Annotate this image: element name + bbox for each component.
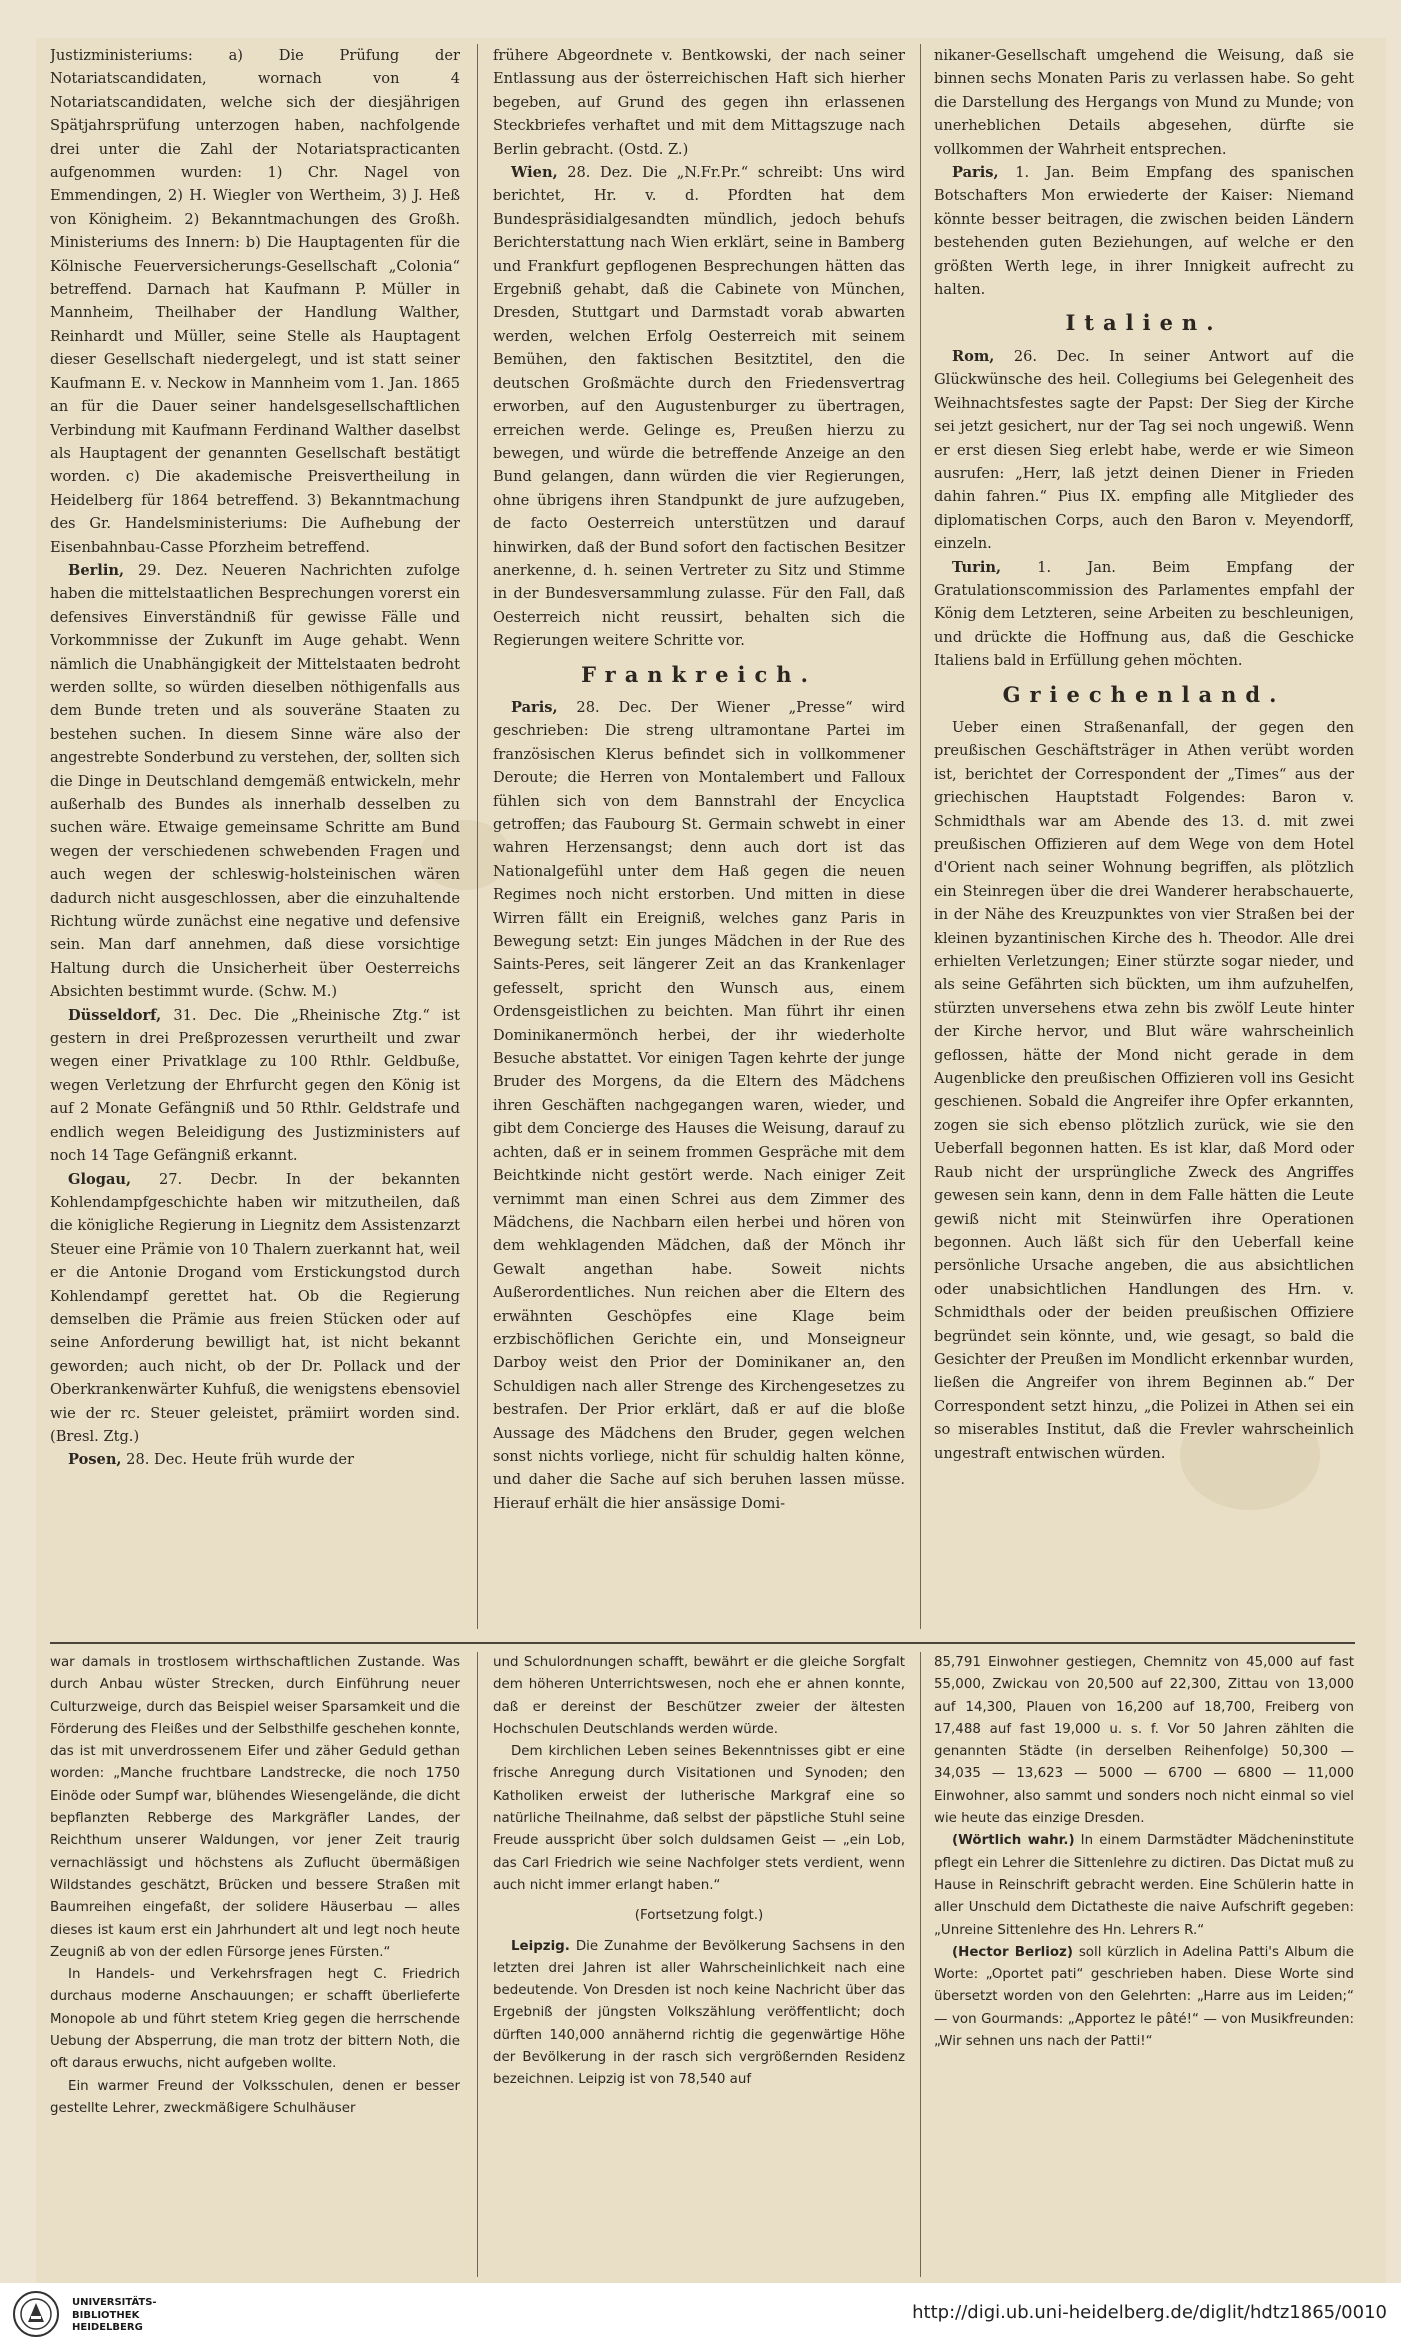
article-column-3	[934, 44, 1354, 1629]
dateline: Turin,	[952, 558, 1002, 576]
library-seal-icon	[12, 2289, 60, 2339]
article-paragraph	[934, 1652, 1354, 1830]
article-paragraph	[50, 559, 460, 1004]
dateline: Rom,	[952, 347, 995, 365]
article-paragraph	[934, 44, 1354, 161]
paragraph-text: nikaner-Gesellschaft umgehend die Weisung, daß sie binnen sechs Monaten Paris zu verlassen habe. So geht die Darstellung des Hergangs von Mund zu Munde; von unerheblichen Details abgesehen, dürfte sie vollkommen der Wahrheit entsprechen.	[934, 47, 1354, 158]
article-paragraph	[934, 1830, 1354, 1941]
article-paragraph	[493, 696, 905, 1515]
dateline: Wien,	[511, 164, 558, 182]
article-paragraph	[50, 1168, 460, 1449]
article-paragraph	[50, 1652, 460, 1964]
continuation-note: (Fortsetzung folgt.)	[634, 1908, 764, 1924]
paragraph-text: 85,791 Einwohner gestiegen, Chemnitz von 45,000 auf fast 55,000, Zwickau von 20,500 auf 22,300, Zittau von 13,000 auf 14,300, Plauen von 16,200 auf 18,700, Freiberg von 17,488 auf fast 19,000 u. s. f. Vor 50 Jahren zählten die genannten Städte (in derselben Reihenfolge) 50,300 — 34,035 — 13,623 — 5000 — 6700 — 6800 — 11,000 Einwohner, also sammt und sonders noch nicht einmal so viel wie heute das einzige Dresden.	[934, 1655, 1354, 1827]
article-paragraph	[493, 161, 905, 653]
feuilleton-column-3	[934, 1652, 1354, 2277]
dateline: (Wörtlich wahr.)	[952, 1833, 1075, 1849]
library-name-line: UNIVERSITÄTS-	[72, 2297, 157, 2308]
article-column-1	[50, 44, 460, 1629]
article-paragraph	[934, 161, 1354, 301]
paragraph-text: 28. Dec. Heute früh wurde der	[121, 1451, 354, 1469]
paragraph-text: und Schulordnungen schafft, bewährt er die gleiche Sorgfalt dem höheren Unterrichtswesen, noch ehe er ahnen konnte, daß er dereinst der Beschützer zweier der ältesten Hochschulen Deutschlands werden würde.	[493, 1655, 905, 1737]
paragraph-text: Justizministeriums: a) Die Prüfung der Notariatscandidaten, wornach von 4 Notariatscandidaten, welche sich der diesjährigen Spätjahrsprüfung unterzogen haben, nachfolgende drei unter die Zahl der Notariatspracticanten aufgenommen wurden: 1) Chr. Nagel von Emmendingen, 2) H. Wiegler von Wertheim, 3) J. Heß von Königheim. 2) Bekanntmachungen des Großh. Ministeriums des Innern: b) Die Hauptagenten für die Kölnische Feuerversicherungs-Gesellschaft „Colonia“ betreffend. Darnach hat Kaufmann P. Müller in Mannheim, Theilhaber der Handlung Walther, Reinhardt und Müller, seine Stelle als Hauptagent dieser Gesellschaft niedergelegt, und ist statt seiner Kaufmann E. v. Neckow in Mannheim vom 1. Jan. 1865 an für die Dauer seiner handelsgesellschaftlichen Verbindung mit Kaufmann Ferdinand Walther daselbst als Hauptagent der genannten Gesellschaft bestätigt worden. c) Die akademische Preisvertheilung in Heidelberg für 1864 betreffend. 3) Bekanntmachung des Gr. Handelsministeriums: Die Aufhebung der Eisenbahnbau-Casse Pforzheim betreffend.	[50, 47, 460, 556]
library-name-line: HEIDELBERG	[72, 2322, 143, 2333]
article-paragraph	[50, 1964, 460, 2075]
paragraph-text: 26. Dec. In seiner Antwort auf die Glückwünsche des heil. Collegiums bei Gelegenheit des Weihnachtsfestes sagte der Papst: Der Sieg der Kirche sei jetzt gesichert, nur der Tag sei noch ungewiß. Wenn er erst diesen Sieg erlebt habe, werde er wie Simeon ausrufen: „Herr, laß jetzt deinen Diener in Frieden dahin fahren.“ Pius IX. empfing alle Mitglieder des diplomatischen Corps, auch den Baron v. Meyendorff, einzeln.	[934, 347, 1354, 553]
dateline: Paris,	[952, 164, 999, 182]
article-paragraph	[934, 556, 1354, 673]
dateline: Berlin,	[68, 561, 125, 579]
article-paragraph	[493, 1741, 905, 1897]
article-paragraph	[493, 1936, 905, 2092]
article-paragraph	[493, 44, 905, 161]
column-rule	[477, 1652, 478, 2277]
paragraph-text: Die Zunahme der Bevölkerung Sachsens in den letzten drei Jahren ist aller Wahrscheinlichkeit nach eine bedeutende. Von Dresden ist noch keine Nachricht über das Ergebniß der jüngsten Volkszählung veröffentlicht; doch dürften 140,000 annähernd richtig die gegenwärtige Höhe der Bevölkerung in der rasch sich vergrößernden Residenz bezeichnen. Leipzig ist von 78,540 auf	[493, 1938, 905, 2088]
dateline: (Hector Berlioz)	[952, 1944, 1073, 1960]
feuilleton-column-2	[493, 1652, 905, 2277]
paragraph-text: 1. Jan. Beim Empfang des spanischen Botschafters Mon erwiederte der Kaiser: Niemand könnte besser beitragen, die zwischen beiden Ländern bestehenden guten Beziehungen, auf welche er den größten Werth lege, in ihrer Innigkeit aufrecht zu halten.	[934, 164, 1354, 299]
section-heading: Griechenland.	[1002, 681, 1286, 707]
paragraph-text: 28. Dec. Der Wiener „Presse“ wird geschrieben: Die streng ultramontane Partei im französischen Klerus befindet sich in vollkommener Deroute; die Herren von Montalembert und Falloux fühlen sich von dem Bannstrahl der Encyclica getroffen; das Faubourg St. Germain schwebt in einer wahren Herzensangst; denn auch dort ist das Nationalgefühl unter dem Haß gegen die neuen Regimes noch nicht erstorben. Und mitten in diese Wirren fällt ein Ereigniß, welches ganz Paris in Bewegung setzt: Ein junges Mädchen in der Rue des Saints-Peres, seit längerer Zeit an das Krankenlager gefesselt, spricht den Wunsch aus, einem Ordensgeistlichen zu beichten. Man führt ihr einen Dominikanermönch herbei, der ihr wiederholte Besuche abstattet. Vor einigen Tagen kehrte der junge Bruder des Morgens, da die Eltern des Mädchens ihren Geschäften nachgegangen waren, wieder, und gibt dem Concierge des Hauses die Weisung, darauf zu achten, daß er in seinem frommen Gespräche mit dem Beichtkinde nicht gestört werde. Nach einiger Zeit vernimmt man einen Schrei aus dem Zimmer des Mädchens, die Nachbarn eilen herbei und hören von dem wehklagenden Mädchen, daß der Mönch ihr Gewalt angethan habe. Soweit nichts Außerordentliches. Nun reichen aber die Eltern des erwähnten Geschöpfes eine Klage beim erzbischöflichen Gerichte ein, und Monseigneur Darboy weist den Prior der Dominikaner an, den Schuldigen nach aller Strenge des Kirchengesetzes zu bestrafen. Der Prior erklärt, daß er auf die bloße Aussage des Mädchens den Bruder, gegen welchen sonst nichts vorliege, nicht für schuldig halten könne, und daher die Sache auf sich beruhen lassen müsse. Hierauf erhält die hier ansässige Domi-	[493, 698, 905, 1512]
article-paragraph	[934, 345, 1354, 556]
paragraph-text: 27. Decbr. In der bekannten Kohlendampfgeschichte haben wir mitzutheilen, daß die königliche Regierung in Liegnitz dem Assistenzarzt Steuer eine Prämie von 10 Thalern zuerkannt hat, weil er die Antonie Drogand vom Erstickungstod durch Kohlendampf gerettet hat. Ob die Regierung demselben die Prämie aus freien Stücken oder auf seine Anforderung bewilligt hat, ist nicht bekannt geworden; auch nicht, ob der Dr. Pollack und der Oberkrankenwärter Kuhfuß, die wenigstens ebensoviel wie der rc. Steuer geleistet, prämiirt worden sind. (Bresl. Ztg.)	[50, 1170, 460, 1445]
feuilleton-separator	[50, 1642, 1355, 1644]
paragraph-text: 31. Dec. Die „Rheinische Ztg.“ ist gestern in drei Preßprozessen verurtheilt und zwar wegen einer Privatklage zu 100 Rthlr. Geldbuße, wegen Verletzung der Ehrfurcht gegen den König ist auf 2 Monate Gefängniß und 50 Rthlr. Geldstrafe und endlich wegen Beleidigung des Justizministers auf noch 14 Tage Gefängniß erkannt.	[50, 1006, 460, 1165]
paragraph-text: In Handels- und Verkehrsfragen hegt C. Friedrich durchaus moderne Anschauungen; er schafft überlieferte Monopole ab und führt stetem Krieg gegen die herrschende Uebung der Absperrung, die man trotz der bittern Noth, die oft daraus erwuchs, nicht aufgeben wollte.	[50, 1967, 460, 2072]
section-heading: Frankreich.	[581, 661, 817, 687]
source-url-link[interactable]: http://digi.ub.uni-heidelberg.de/diglit/hdtz1865/0010	[912, 2302, 1387, 2323]
article-column-2	[493, 44, 905, 1629]
column-rule	[920, 1652, 921, 2277]
paragraph-text: Ueber einen Straßenanfall, der gegen den preußischen Geschäftsträger in Athen verübt worden ist, berichtet der Correspondent der „Times“ aus der griechischen Hauptstadt Folgendes: Baron v. Schmidthals war am Abende des 13. d. mit zwei preußischen Offizieren auf dem Wege von dem Hotel d'Orient nach seiner Wohnung begriffen, als plötzlich ein Steinregen über die drei Wanderer herabschauerte, in der Nähe des Kreuzpunktes von vier Straßen bei der kleinen byzantinischen Kirche des h. Theodor. Alle drei erhielten Verletzungen; Einer stürzte sogar nieder, und als seine Gefährten sich bückten, um ihm aufzuhelfen, stürzten unversehens etwa zehn bis zwölf Leute hinter der Kirche hervor, und Blut wäre wahrscheinlich geflossen, hätte der Mond nicht gerade in dem Augenblicke den preußischen Offizieren voll ins Gesicht geschienen. Sobald die Angreifer ihre Opfer erkannten, zogen sie sich ebenso plötzlich zurück, wie sie den Ueberfall begonnen hatten. Es ist klar, daß Mord oder Raub nicht der ursprüngliche Zweck des Angriffes gewesen sein kann, denn in dem Falle hätten die Leute gewiß nicht mit Steinwürfen ihre Operationen begonnen. Auch läßt sich für den Ueberfall keine persönliche Ursache angeben, die aus absichtlichen oder unabsichtlichen Handlungen des Hrn. v. Schmidthals oder der beiden preußischen Offiziere begründet sein könnte, und, wie gesagt, so bald die Gesichter der Preußen im Mondlicht erkennbar wurden, ließen die Angreifer von ihrem Beginnen ab.“ Der Correspondent setzt hinzu, „die Polizei in Athen sei ein so miserables Institut, daß die Frevler wahrscheinlich ungestraft entwischen würden.	[934, 718, 1354, 1462]
paragraph-text: soll kürzlich in Adelina Patti's Album die Worte: „Oportet pati“ geschrieben haben. Diese Worte sind übersetzt worden von den Gelehrten: „Harre aus im Leiden;“ — von Gourmands: „Apportez le pâté!“ — von Musikfreunden: „Wir sehnen uns nach der Patti!“	[934, 1944, 1354, 2050]
article-paragraph	[50, 44, 460, 559]
dateline: Düsseldorf,	[68, 1006, 162, 1024]
dateline: Leipzig.	[511, 1938, 570, 1954]
digitization-footer	[0, 2283, 1401, 2347]
column-rule	[920, 44, 921, 1629]
library-logo	[12, 2289, 182, 2343]
paragraph-text: 29. Dez. Neueren Nachrichten zufolge haben die mittelstaatlichen Besprechungen vorerst ein defensives Einverständniß für gewisse Fälle und Vorkommnisse der Zukunft im Auge gehabt. Wenn nämlich die Unabhängigkeit der Mittelstaaten bedroht werden sollte, so würden dieselben nöthigenfalls aus dem Bunde treten und als souveräne Staaten zu bestehen suchen. In diesem Sinne wäre also der angestrebte Sonderbund zu verstehen, der, sollten sich die Dinge in Deutschland demgemäß entwickeln, mehr außerhalb des Bundes als innerhalb desselben zu suchen wäre. Etwaige gemeinsame Schritte am Bund wegen der verschiedenen schwebenden Fragen und auch wegen der schleswig-holsteinischen wären dadurch nicht ausgeschlossen, aber die einzuhaltende Richtung würde zunächst eine negative und defensive sein. Man darf annehmen, daß diese vorsichtige Haltung durch die Unsicherheit über Oesterreichs Absichten bestimmt wurde. (Schw. M.)	[50, 561, 460, 1001]
dateline: Glogau,	[68, 1170, 132, 1188]
feuilleton-column-1	[50, 1652, 460, 2277]
paragraph-text: In einem Darmstädter Mädcheninstitute pflegt ein Lehrer die Sittenlehre zu dictiren. Das Dictat muß zu Hause in Reinschrift gebracht werden. Eine Schülerin hatte in aller Unschuld dem Dictatheste die naive Aufschrift gegeben: „Unreine Sittenlehre des Hn. Lehrers R.“	[934, 1833, 1354, 1938]
paragraph-text: 1. Jan. Beim Empfang der Gratulationscommission des Parlamentes empfahl der König dem Letzteren, seine Arbeiten zu beschleunigen, und drückte die Hoffnung aus, daß die Geschicke Italiens bald in Erfüllung gehen möchten.	[934, 558, 1354, 670]
paragraph-text: war damals in trostlosem wirthschaftlichen Zustande. Was durch Anbau wüster Strecken, durch Einführung neuer Culturzweige, durch das Beispiel weiser Sparsamkeit und die Förderung des Fleißes und der Selbsthilfe geschehen konnte, das ist mit unverdrossenem Eifer und zäher Geduld gethan worden: „Manche fruchtbare Landstrecke, die noch 1750 Einöde oder Sumpf war, blühendes Wiesengelände, die dicht bepflanzten Rebberge des Markgräfler Landes, der Reichthum unserer Waldungen, vor jener Zeit traurig vernachlässigt und höchstens als Zuflucht übermäßigen Wildstandes geschätzt, Brücken und bessere Straßen mit Baumreihen eingefaßt, der solidere Häuserbau — alles dieses ist kaum erst ein Jahrhundert alt und legt noch heute Zeugniß ab von der edlen Fürsorge jenes Fürsten.“	[50, 1655, 460, 1960]
paragraph-text: Dem kirchlichen Leben seines Bekenntnisses gibt er eine frische Anregung durch Visitationen und Synoden; den Katholiken erweist der lutherische Markgraf eine so natürliche Theilnahme, daß selbst der päpstliche Stuhl seine Freude ausspricht über solch duldsamen Geist — „ein Lob, das Carl Friedrich wie seine Nachfolger stets verdient, wenn auch nicht immer erlangt haben.“	[493, 1744, 905, 1893]
article-paragraph	[934, 1942, 1354, 2053]
column-rule	[477, 44, 478, 1629]
article-paragraph	[50, 1448, 460, 1471]
dateline: Posen,	[68, 1451, 122, 1469]
paragraph-text: frühere Abgeordnete v. Bentkowski, der nach seiner Entlassung aus der österreichischen Haft sich hierher begeben, auf Grund des gegen ihn erlassenen Steckbriefes verhaftet und mit dem Mittagszuge nach Berlin gebracht. (Ostd. Z.)	[493, 47, 905, 158]
library-name-line: BIBLIOTHEK	[72, 2309, 140, 2321]
article-paragraph	[934, 716, 1354, 1465]
dateline: Paris,	[511, 698, 558, 716]
paragraph-text: 28. Dez. Die „N.Fr.Pr.“ schreibt: Uns wird berichtet, Hr. v. d. Pfordten hat dem Bundespräsidialgesandten mündlich, jedoch behufs Berichterstattung nach Wien erklärt, seine in Bamberg und Frankfurt gepflogenen Besprechungen hätten das Ergebniß gehabt, daß die Cabinete von München, Dresden, Stuttgart und Darmstadt vorab abwarten werden, welchen Erfolg Oesterreich mit seinem Bemühen, den faktischen Besitztitel, den die deutschen Großmächte durch den Friedensvertrag erworben, auf den Augustenburger zu übertragen, erreichen werde. Gelinge es, Preußen hierzu zu bewegen, und würde die betreffende Anzeige an den Bund gelangen, dann würden die vier Regierungen, ohne übrigens ihren Standpunkt de jure aufzugeben, de facto Oesterreich unterstützen und darauf hinwirken, daß der Bund sofort den factischen Besitzer anerkenne, d. h. seinen Vertreter zu Sitz und Stimme in der Bundesversammlung zulasse. Für den Fall, daß Oesterreich nicht reussirt, behalten sich die Regierungen weitere Schritte vor.	[493, 164, 905, 650]
section-heading: Italien.	[1065, 310, 1223, 336]
article-paragraph	[493, 1652, 905, 1741]
article-paragraph	[50, 1004, 460, 1168]
paragraph-text: Ein warmer Freund der Volksschulen, denen er besser gestellte Lehrer, zweckmäßigere Schulhäuser	[50, 2078, 460, 2116]
library-name	[72, 2297, 182, 2335]
article-paragraph	[50, 2076, 460, 2121]
